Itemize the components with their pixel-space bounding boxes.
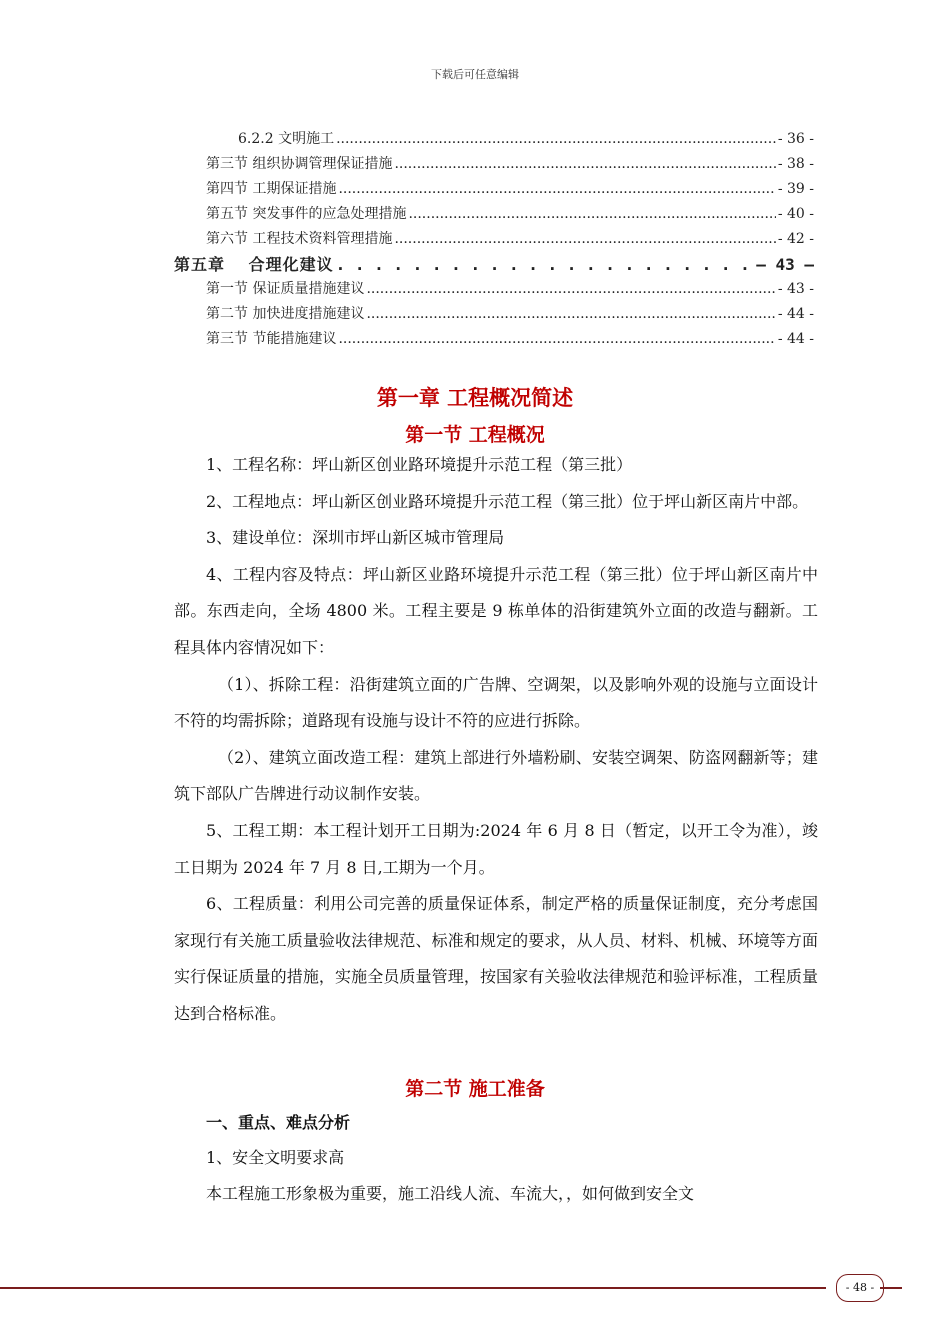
page-header: 下载后可任意编辑: [431, 68, 519, 81]
toc-entry-title: 第二节 加快进度措施建议: [206, 306, 365, 322]
toc-entry-title: 第三节 组织协调管理保证措施: [206, 156, 393, 172]
paragraph: （1）、拆除工程：沿街建筑立面的广告牌、空调架，以及影响外观的设施与立面设计不符的均需拆除；道路现有设施与设计不符的应进行拆除。: [174, 674, 818, 731]
toc-entry-page: - 42 -: [777, 231, 814, 247]
paragraph: 3、建设单位：深圳市坪山新区城市管理局: [206, 528, 505, 548]
paragraph: 1、工程名称：坪山新区创业路环境提升示范工程（第三批）: [206, 455, 633, 474]
subheading: 一、重点、难点分析: [206, 1113, 351, 1132]
toc-entry[interactable]: [206, 328, 814, 348]
section-body: [174, 447, 818, 1033]
footer-rule: [0, 1287, 826, 1289]
toc-entry-page: - 40 -: [777, 206, 814, 222]
toc-entry-page: – 43 –: [756, 255, 814, 274]
toc-entry[interactable]: [206, 203, 814, 223]
toc-entry-page: - 38 -: [777, 156, 814, 172]
toc-chapter-entry[interactable]: [174, 252, 814, 275]
toc-entry-title: 第五节 突发事件的应急处理措施: [206, 206, 407, 222]
toc-entry[interactable]: [206, 278, 814, 298]
toc-entry[interactable]: [238, 128, 814, 148]
list-item: 1、安全文明要求高: [206, 1148, 345, 1167]
toc-entry[interactable]: [206, 178, 814, 198]
toc-entry-title: 第三节 节能措施建议: [206, 331, 337, 347]
paragraph: 2、工程地点：坪山新区创业路环境提升示范工程（第三批）位于坪山新区南片中部。: [206, 491, 809, 511]
toc-entry-title: 6.2.2 文明施工: [238, 131, 335, 147]
toc-entry[interactable]: [206, 228, 814, 248]
toc-entry[interactable]: [206, 153, 814, 173]
toc-entry-page: - 39 -: [777, 181, 814, 197]
toc-entry[interactable]: [206, 303, 814, 323]
toc-entry-title: 第四节 工期保证措施: [206, 181, 337, 197]
section-title: 第二节 施工准备: [405, 1078, 545, 1100]
toc-entry-page: - 36 -: [777, 131, 814, 147]
footer-rule: [880, 1287, 902, 1289]
toc-entry-title: 第五章 合理化建议: [174, 255, 334, 274]
toc-entry-page: - 44 -: [777, 331, 814, 347]
toc-entry-title: 第六节 工程技术资料管理措施: [206, 231, 393, 247]
toc-entry-page: - 44 -: [777, 306, 814, 322]
section-title: 第一节 工程概况: [405, 424, 545, 446]
paragraph: 本工程施工形象极为重要，施工沿线人流、车流大，，如何做到安全文: [206, 1184, 695, 1203]
page-number-badge: - 48 -: [836, 1274, 884, 1302]
paragraph: 4、工程内容及特点：坪山新区业路环境提升示范工程（第三批）位于坪山新区南片中部。东西走向，全场 4800 米。工程主要是 9 栋单体的沿街建筑外立面的改造与翻新。工程具体内容情况如下：: [174, 564, 818, 657]
paragraph: 6、工程质量：利用公司完善的质量保证体系，制定严格的质量保证制度，充分考虑国家现行有关施工质量验收法律规范、标准和规定的要求，从人员、材料、机械、环境等方面实行保证质量的措施，实施全员质量管理，按国家有关验收法律规范和验评标准，工程质量达到合格标准。: [174, 894, 818, 1023]
chapter-title: 第一章 工程概况简述: [376, 385, 574, 410]
paragraph: （2）、建筑立面改造工程：建筑上部进行外墙粉刷、安装空调架、防盗网翻新等；建筑下部队广告牌进行动议制作安装。: [174, 747, 818, 804]
paragraph: 5、工程工期：本工程计划开工日期为:2024 年 6 月 8 日（暂定，以开工令为准），竣工日期为 2024 年 7 月 8 日,工期为一个月。: [174, 820, 818, 877]
toc-entry-page: - 43 -: [777, 281, 814, 297]
toc-entry-title: 第一节 保证质量措施建议: [206, 281, 365, 297]
